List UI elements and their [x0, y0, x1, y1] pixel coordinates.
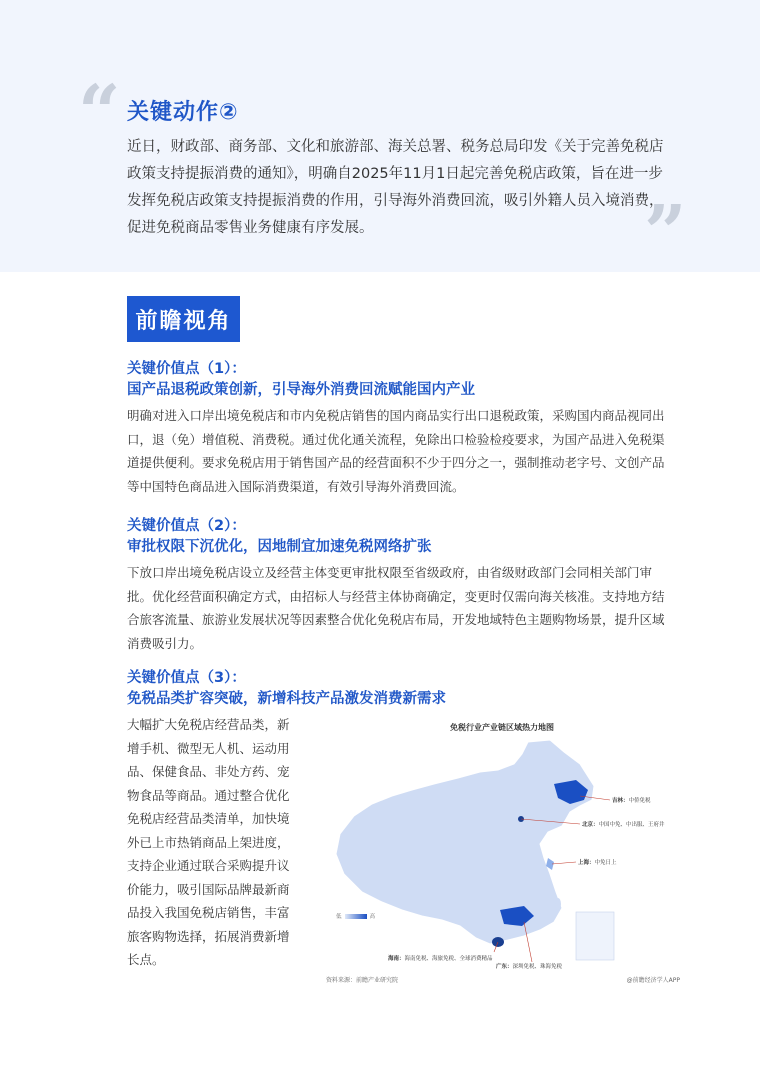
heat-map-figure — [318, 716, 686, 988]
callout-hainan: 海南：海南免税、海旅免税、全球消费精品 — [388, 956, 493, 962]
map-legend — [336, 912, 375, 920]
map-title: 免税行业产业链区域热力地图 — [450, 723, 554, 732]
value-point-1-body: 明确对进入口岸出境免税店和市内免税店销售的国内商品实行出口退税政策，采购国内商品视同出口，退（免）增值税、消费税。通过优化通关流程，免除出口检验检疫要求，为国产品进入免税渠道提供便利。要求免税店用于销售国产品的经营面积不少于四分之一，强制推动老字号、文创产品等中国特色商品进入国际消费渠道，有效引导海外消费回流。 — [127, 408, 665, 494]
open-quote-icon: “ — [78, 70, 121, 156]
value-point-3-headline: 免税品类扩容突破，新增科技产品激发消费新需求 — [127, 691, 446, 707]
map-credit: @前瞻经济学人APP — [626, 977, 680, 984]
taiwan-island — [555, 898, 561, 910]
key-action-title: 关键动作② — [127, 100, 239, 125]
value-point-3-label: 关键价值点（3）： — [127, 670, 246, 686]
legend-gradient — [345, 914, 367, 919]
callout-guangdong: 广东：深圳免税、珠海免税 — [496, 964, 563, 970]
value-point-2-body: 下放口岸出境免税店设立及经营主体变更审批权限至省级政府，由省级财政部门会同相关部门审批。优化经营面积确定方式，由招标人与经营主体协商确定，变更时仅需向海关核准。支持地方结合旅客流量、旅游业发展状况等因素整合优化免税店布局，开发地域特色主题购物场景，提升区域消费吸引力。 — [127, 565, 665, 651]
section-title: 前瞻视角 — [127, 296, 240, 342]
value-point-2-label: 关键价值点（2）： — [127, 518, 246, 534]
legend-low: 低 — [336, 914, 342, 920]
callout-beijing: 北京：中国中免、中出服、王府井 — [582, 822, 665, 828]
legend-high: 高 — [369, 914, 376, 920]
key-action-body: 近日，财政部、商务部、文化和旅游部、海关总署、税务总局印发《关于完善免税店政策支持提振消费的通知》，明确自2025年11月1日起完善免税店政策，旨在进一步发挥免税店政策支持提振消费的作用，引导海外消费回流，吸引外籍人员入境消费，促进免税商品零售业务健康有序发展。 — [127, 139, 664, 236]
value-point-1-headline: 国产品退税政策创新，引导海外消费回流赋能国内产业 — [127, 382, 475, 398]
shanghai-leader — [552, 862, 576, 864]
close-quote-icon: ” — [644, 190, 687, 276]
value-point-1-label: 关键价值点（1）： — [127, 361, 246, 377]
callout-shanghai: 上海：中免日上 — [578, 860, 617, 866]
china-heat-map — [318, 716, 686, 988]
value-point-3-body: 大幅扩大免税店经营品类，新增手机、微型无人机、运动用品、保健食品、非处方药、宠物食品等商品。通过整合优化免税店经营品类清单，加快境外已上市热销商品上架进度，支持企业通过联合采购提升议价能力，吸引国际品牌最新商品投入我国免税店销售，丰富旅客购物选择，拓展消费新增长点。 — [127, 717, 290, 967]
map-source: 资料来源：前瞻产业研究院 — [326, 977, 399, 984]
south-sea-inset — [576, 912, 614, 960]
callout-jilin: 吉林：中侨免税 — [612, 798, 651, 804]
value-point-2-headline: 审批权限下沉优化，因地制宜加速免税网络扩张 — [127, 539, 432, 555]
